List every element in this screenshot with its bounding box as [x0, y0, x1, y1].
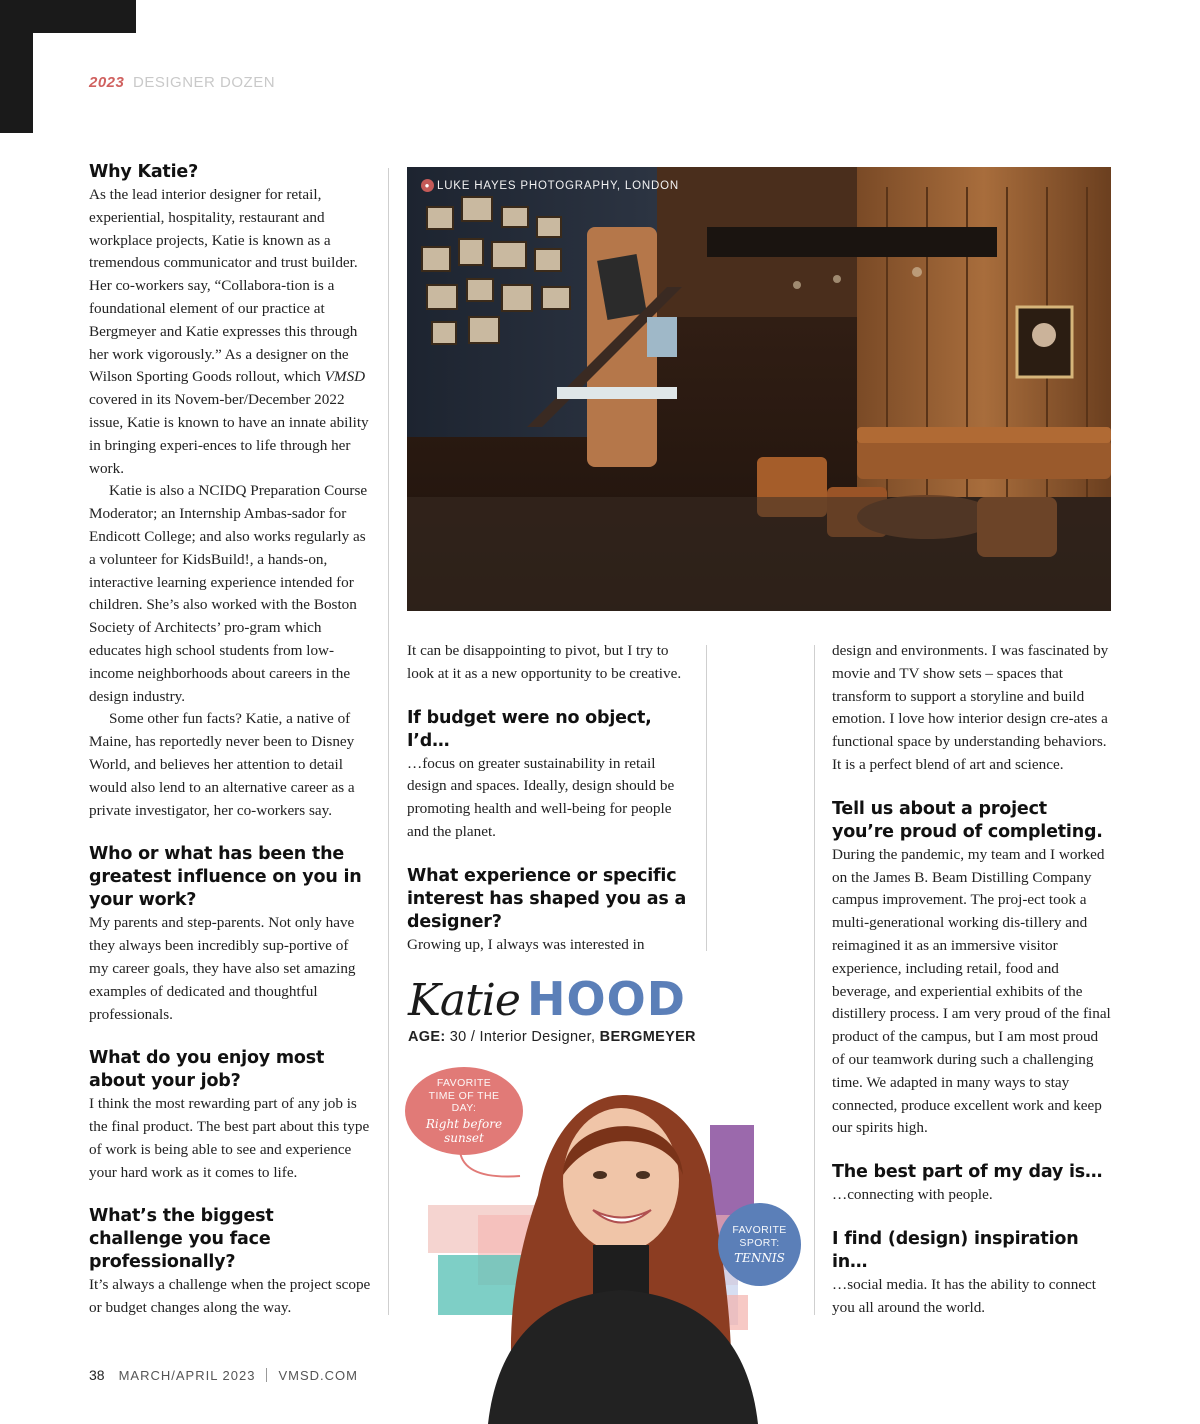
- profile-first-name: Katie: [408, 975, 520, 1026]
- paragraph-intro: As the lead interior designer for retail, experiential, hospitality, restaurant and workplace projects, Katie is known as a tremendous communicator and trust builder. Her co-workers say, “Collabora-tion is a foundational element of our practice at Bergmeyer and Katie expresses this through her work vigorously.” As a designer on the Wilson Sporting Goods rollout, which VMSD covered in its Novem-ber/December 2022 issue, Katie is known to have an innate ability in bringing experi-ences to life through her work.: [89, 186, 369, 477]
- running-head: [89, 74, 275, 91]
- heading-enjoy: What do you enjoy most about your job?: [89, 1048, 325, 1092]
- heading-project: Tell us about a project you’re proud of completing.: [832, 798, 1103, 842]
- favorite-time-bubble: [405, 1067, 523, 1155]
- answer-influence: My parents and step-parents. Not only have they always been incredibly sup-portive of my career goals, they have also set amazing examples of dedicated and thoughtful professionals.: [89, 914, 356, 1023]
- corner-bar-left: [0, 0, 33, 133]
- column-divider: [388, 168, 389, 1315]
- answer-project: During the pandemic, my team and I worked on the James B. Beam Distilling Company campus improvement. The proj-ect took a multi-generational working dis-tillery and reimagined it as an immersive visitor experience, including retail, food and beverage, and experiential exhibits of the distillery process. I am very proud of the final product of the campus, but I am most proud of our teamwork during such a challenging time. We adapted in many ways to stay connected, produce excellent work and keep our spirits high.: [832, 845, 1111, 1137]
- favorite-sport-label: FAVORITE SPORT:: [732, 1224, 787, 1249]
- heading-inspiration: I find (design) inspiration in…: [832, 1228, 1079, 1272]
- camera-icon: ●: [421, 179, 434, 192]
- profile-last-name: HOOD: [527, 972, 686, 1026]
- company: BERGMEYER: [599, 1029, 696, 1045]
- favorite-sport-value: TENNIS: [734, 1251, 785, 1265]
- answer-challenge-continued: It can be disappointing to pivot, but I try to look at it as a new opportunity to be creative.: [407, 642, 682, 682]
- website: VMSD.COM: [278, 1367, 358, 1383]
- page-footer: [89, 1367, 358, 1383]
- heading-best-part: The best part of my day is…: [832, 1162, 1103, 1183]
- answer-best-part: …connecting with people.: [832, 1186, 993, 1204]
- favorite-time-value: Right before sunset: [425, 1116, 503, 1145]
- answer-inspiration: …social media. It has the ability to connect you all around the world.: [832, 1275, 1097, 1316]
- bubble-pointer: [455, 1150, 525, 1185]
- answer-challenge: It’s always a challenge when the project scope or budget changes along the way.: [89, 1276, 371, 1317]
- heading-influence: Who or what has been the greatest influence on you in your work?: [89, 844, 362, 911]
- age-label: AGE:: [408, 1029, 446, 1045]
- column-2: [407, 640, 689, 957]
- paragraph-volunteer: Katie is also a NCIDQ Preparation Course Moderator; an Internship Ambas-sador for Endicott College; and also works regularly as a volunteer for KidsBuild!, a hands-on, interactive learning experience intended for children. She’s also worked with the Boston Society of Architects’ pro-gram which educates high school students from low-income neighborhoods about careers in the design industry.: [89, 482, 368, 705]
- favorite-sport-bubble: [718, 1203, 801, 1286]
- age-value: 30: [449, 1029, 467, 1045]
- heading-why-katie: Why Katie?: [89, 162, 199, 182]
- paragraph-fun-facts: Some other fun facts? Katie, a native of Maine, has reportedly never been to Disney World, and believes her attention to detail would also lend to an alternative career as a private investigator, her co-workers say.: [89, 710, 355, 819]
- answer-experience-continued: design and environments. I was fascinated by movie and TV show sets – spaces that transform to support a storyline and build emotion. I love how interior design cre-ates a functional space by understanding behaviors. It is a perfect blend of art and science.: [832, 642, 1109, 773]
- column-divider: [706, 645, 707, 951]
- column-3: [832, 640, 1114, 1320]
- column-1: [89, 161, 371, 1320]
- page-number: 38: [89, 1367, 105, 1383]
- running-head-title: DESIGNER DOZEN: [133, 74, 276, 91]
- distillery-interior-photo: [407, 167, 1111, 611]
- answer-budget: …focus on greater sustainability in retail design and spaces. Ideally, design should be promoting health and well-being for people and the planet.: [407, 754, 675, 840]
- favorite-time-label: FAVORITE TIME OF THE DAY:: [428, 1077, 500, 1115]
- profile-age-line: [408, 1029, 696, 1045]
- heading-challenge: What’s the biggest challenge you face professionally?: [89, 1206, 274, 1273]
- running-head-year: 2023: [89, 74, 125, 91]
- answer-experience: Growing up, I always was interested in: [407, 935, 645, 953]
- heading-budget: If budget were no object, I’d…: [407, 707, 652, 751]
- answer-enjoy: I think the most rewarding part of any job is the final product. The best part about this type of work is being able to see and experience your hard work as it comes to life.: [89, 1095, 370, 1181]
- role: / Interior Designer,: [466, 1029, 600, 1045]
- footer-divider: [266, 1368, 267, 1382]
- magazine-name: VMSD: [324, 368, 366, 386]
- issue-date: MARCH/APRIL 2023: [118, 1367, 256, 1383]
- heading-experience: What experience or specific interest has shaped you as a designer?: [407, 865, 687, 932]
- photo-credit: ● LUKE HAYES PHOTOGRAPHY, LONDON: [421, 179, 679, 192]
